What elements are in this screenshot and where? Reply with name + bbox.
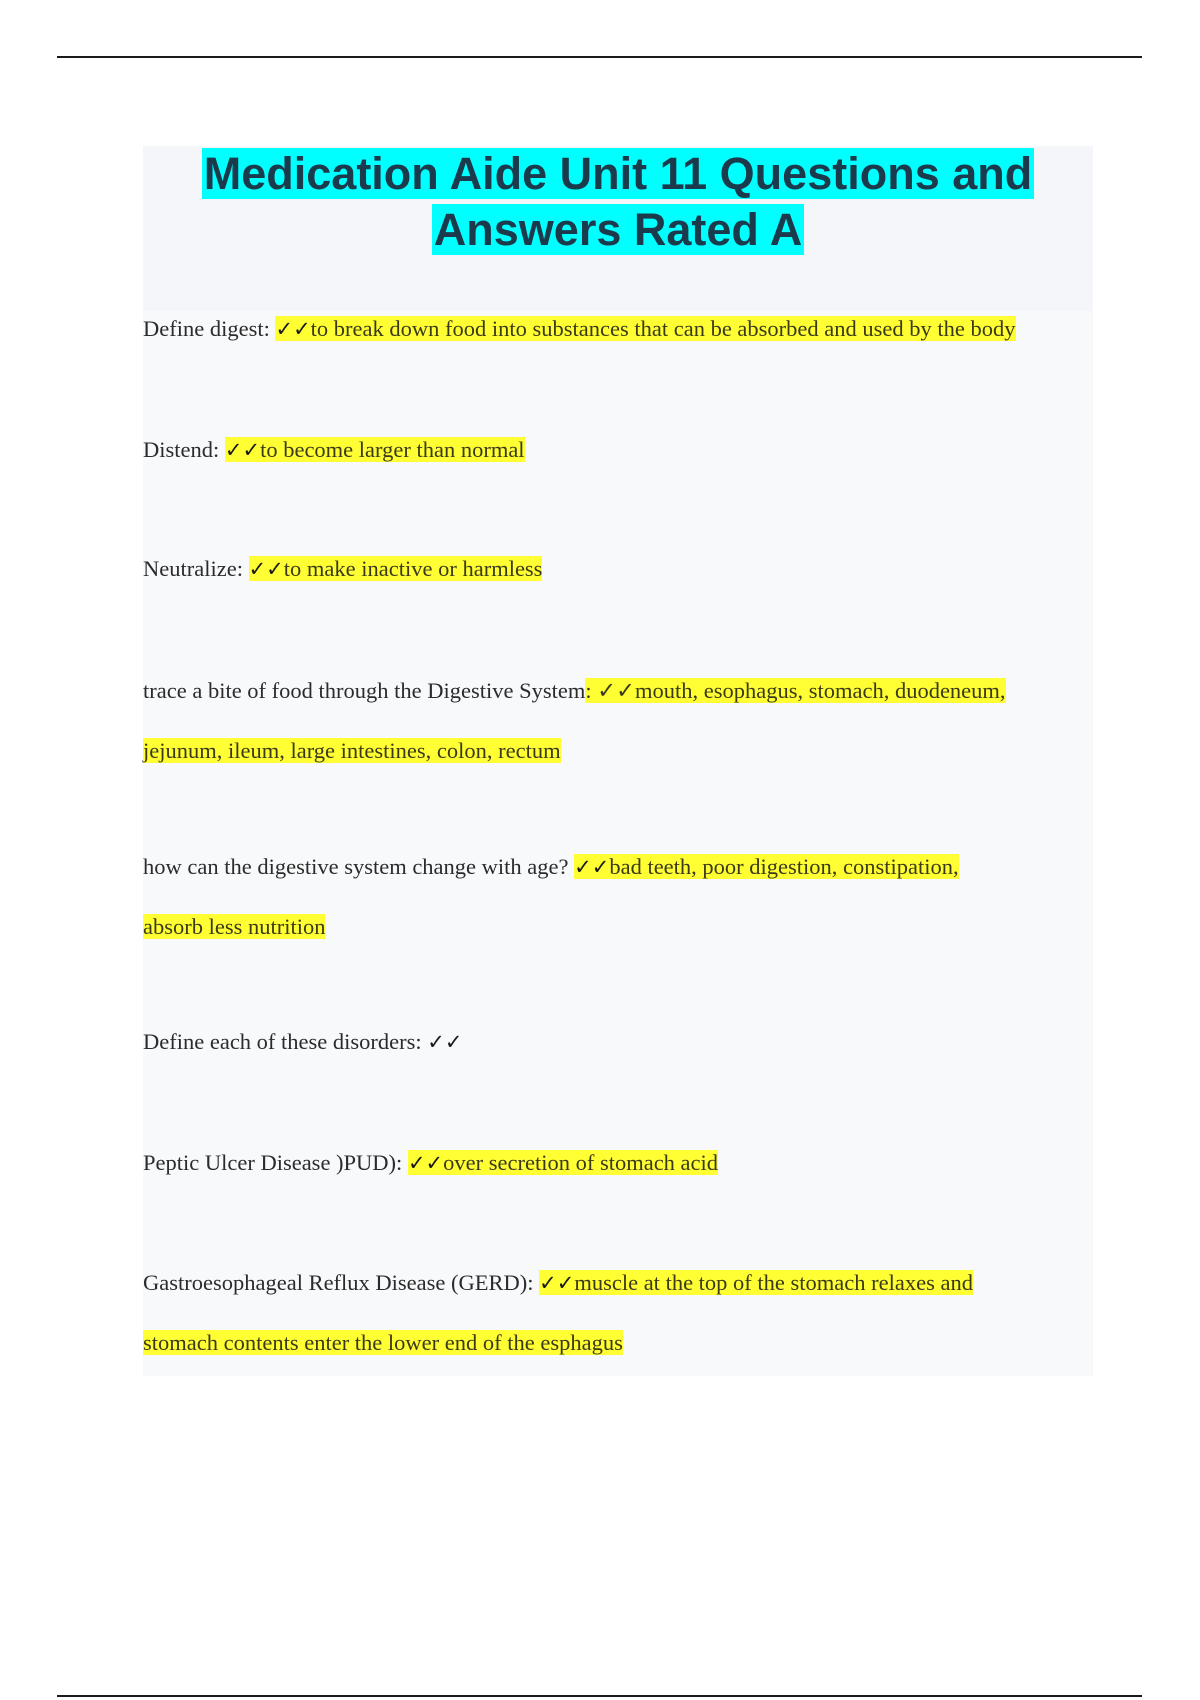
qa-item-distend (143, 420, 1093, 480)
bottom-rule (57, 1695, 1142, 1697)
answer-text: over secretion of stomach acid (443, 1150, 719, 1175)
answer-highlight-line-2: absorb less nutrition (143, 914, 326, 939)
answer-text: to make inactive or harmless (283, 556, 543, 581)
answer-highlight (574, 854, 959, 879)
answer-text: to break down food into substances that can be absorbed and used by the body (310, 316, 1016, 341)
answer-text: bad teeth, poor digestion, constipation, (609, 854, 959, 879)
answer-highlight: : ✓✓mouth, esophagus, stomach, duodeneum, (585, 678, 1006, 703)
check-mark-icon: ✓✓ (539, 1271, 575, 1295)
qa-item-neutralize (143, 539, 1093, 599)
question-text: Peptic Ulcer Disease )PUD): (143, 1150, 408, 1175)
answer-highlight (408, 1150, 718, 1175)
answer-highlight-line-2: jejunum, ileum, large intestines, colon, rectum (143, 738, 561, 763)
check-mark-icon: ✓✓ (427, 1030, 463, 1054)
title-block (143, 146, 1093, 311)
question-text: Gastroesophageal Reflux Disease (GERD): (143, 1270, 540, 1295)
title-line-2: Answers Rated A (433, 204, 803, 255)
question-text: Define each of these disorders: (143, 1029, 428, 1054)
qa-item-digestive-trace (143, 661, 1093, 781)
check-mark-icon: ✓✓ (224, 438, 261, 462)
question-text: Distend: (143, 437, 225, 462)
check-mark-icon: ✓✓ (407, 1151, 444, 1175)
question-text: Neutralize: (143, 556, 249, 581)
check-mark-icon: ✓✓ (248, 557, 284, 581)
check-mark-icon: ✓✓ (574, 855, 610, 879)
title-line-1: Medication Aide Unit 11 Questions and (203, 148, 1033, 199)
answer-text: muscle at the top of the stomach relaxes and (574, 1270, 973, 1295)
answer-highlight (225, 437, 525, 462)
qa-item-disorders-heading (143, 1012, 1093, 1072)
answer-text: to become larger than normal (260, 437, 525, 462)
top-rule (57, 56, 1142, 58)
question-text: Define digest: (143, 316, 276, 341)
answer-highlight (539, 1270, 973, 1295)
answer-highlight-line-2: stomach contents enter the lower end of the esphagus (143, 1330, 623, 1355)
qa-item-gerd (143, 1253, 1093, 1373)
answer-highlight (275, 316, 1015, 341)
qa-item-digest (143, 299, 1093, 359)
document-title (143, 146, 1093, 258)
question-text: how can the digestive system change with age? (143, 854, 575, 879)
check-mark-icon: ✓✓ (275, 317, 311, 341)
qa-item-aging (143, 837, 1093, 957)
document-content (143, 146, 1093, 1376)
answer-highlight (249, 556, 543, 581)
question-text: trace a bite of food through the Digestive System (143, 678, 586, 703)
qa-item-pud (143, 1133, 1093, 1193)
